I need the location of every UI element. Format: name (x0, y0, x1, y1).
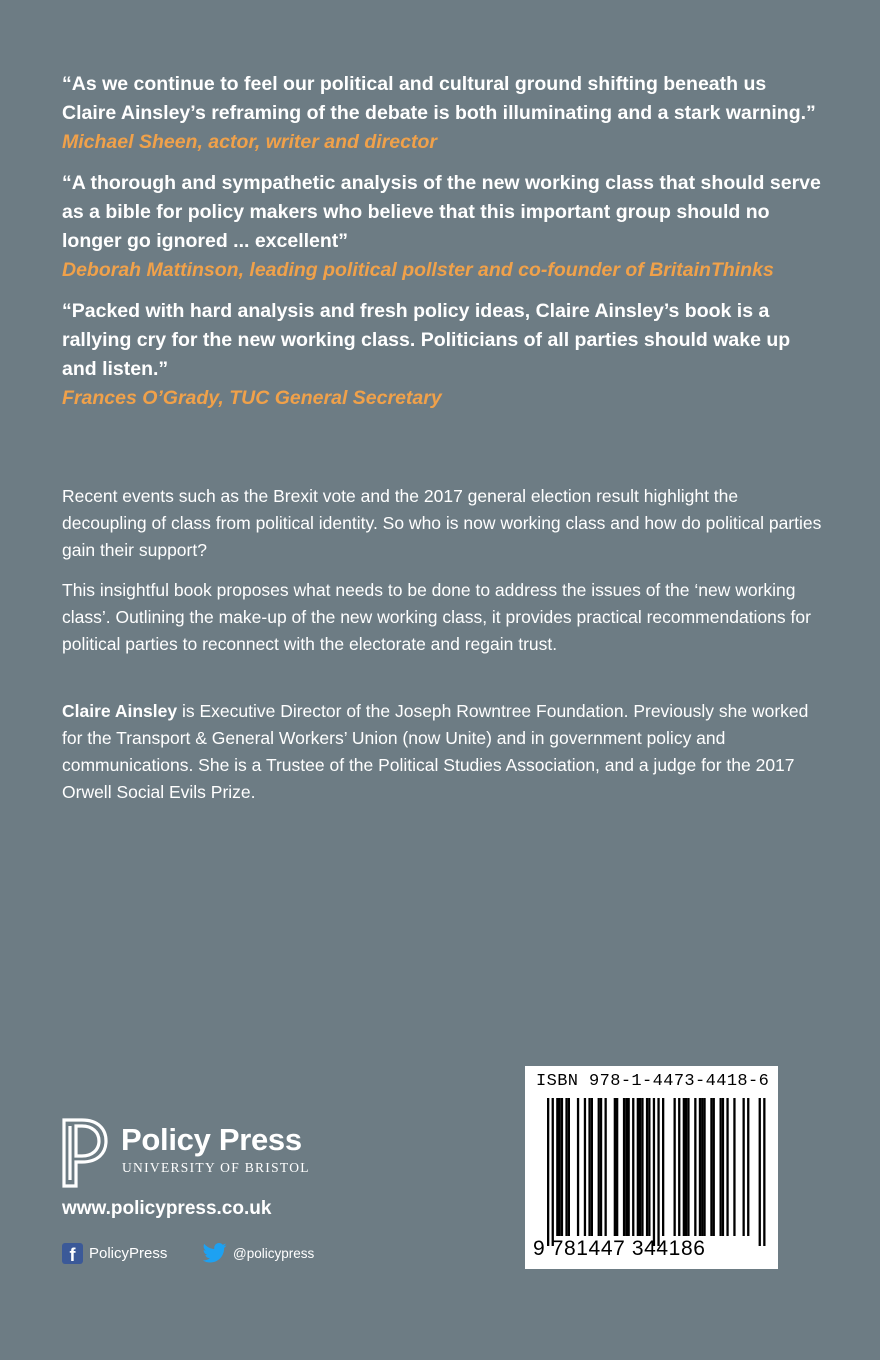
barcode-bar (720, 1098, 722, 1236)
barcode-bar (577, 1098, 579, 1236)
barcode-bar (568, 1098, 570, 1236)
barcode-bar (662, 1098, 664, 1236)
publisher-subtitle: UNIVERSITY OF BRISTOL (122, 1160, 310, 1175)
publisher-logo (62, 1118, 332, 1190)
quote-block (62, 70, 822, 157)
barcode-bar (703, 1098, 705, 1236)
barcode-bar (699, 1098, 701, 1236)
endorsement-quotes (62, 70, 822, 425)
barcode-bar (639, 1098, 641, 1236)
policy-press-p-logo-icon (62, 1118, 108, 1188)
barcode-bar (616, 1098, 618, 1236)
barcode-bar (678, 1098, 680, 1236)
barcode-bar (632, 1098, 634, 1236)
quote-attribution: Deborah Mattinson, leading political pollster and co-founder of BritainThinks (62, 259, 774, 281)
publisher-name: Policy Press (121, 1122, 302, 1157)
isbn-label: ISBN 978-1-4473-4418-6 (536, 1072, 770, 1091)
barcode-bar (687, 1098, 689, 1236)
barcode-bar (710, 1098, 712, 1236)
quote-block (62, 297, 822, 413)
barcode-bar (657, 1098, 659, 1246)
barcode-bar (565, 1098, 567, 1236)
barcode-bar (763, 1098, 765, 1246)
quote-attribution: Frances O’Grady, TUC General Secretary (62, 387, 442, 409)
barcode-bar (694, 1098, 696, 1236)
barcode-bar (605, 1098, 607, 1236)
barcode-bar (646, 1098, 648, 1236)
barcode-bar (722, 1098, 724, 1236)
author-bio (62, 698, 822, 806)
barcode-bar (759, 1098, 761, 1246)
barcode-bar (641, 1098, 643, 1236)
publisher-website[interactable]: www.policypress.co.uk (62, 1198, 272, 1219)
author-name: Claire Ainsley (62, 701, 178, 721)
isbn-barcode (525, 1066, 778, 1269)
author-bio-text (62, 698, 822, 806)
barcode-digits: 9 781447 344186 (533, 1237, 706, 1260)
barcode-bar (584, 1098, 586, 1236)
barcode-bar (591, 1098, 593, 1236)
book-blurb (62, 483, 822, 671)
twitter-link[interactable] (203, 1243, 314, 1263)
blurb-paragraph: Recent events such as the Brexit vote and the 2017 general election result highlight the decoupling of class from political identity. So who is now working class and how do political parties gain their support? (62, 486, 822, 560)
barcode-bar (674, 1098, 676, 1236)
quote-text: “Packed with hard analysis and fresh policy ideas, Claire Ainsley’s book is a rallying cry for the new working class. Politicians of all parties should wake up and listen.” (62, 300, 791, 380)
barcode-bar (598, 1098, 600, 1236)
author-bio-body: is Executive Director of the Joseph Rowntree Foundation. Previously she worked for the Transport & General Workers’ Union (now Unite) and in government policy and communications. She is a Trustee of the Political Studies Association, and a judge for the 2017 Orwell Social Evils Prize. (62, 701, 809, 802)
quote-block (62, 169, 822, 285)
barcode-bar (600, 1098, 602, 1236)
barcode-bar (625, 1098, 627, 1236)
facebook-icon: f (62, 1243, 83, 1264)
barcode-bar (588, 1098, 590, 1236)
blurb-paragraph: This insightful book proposes what needs to be done to address the issues of the ‘new working class’. Outlining the make-up of the new working class, it provides practical recommendations for political parties to reconnect with the electorate and regain trust. (62, 580, 811, 654)
barcode-bar (637, 1098, 639, 1236)
twitter-label: @policypress (233, 1245, 315, 1261)
barcode-bar (547, 1098, 549, 1246)
barcode-bar (628, 1098, 630, 1236)
quote-text: “A thorough and sympathetic analysis of the new working class that should serve as a bible for policy makers who believe that this important group should no longer go ignored ... excellent” (62, 172, 821, 252)
quote-attribution: Michael Sheen, actor, writer and director (62, 131, 437, 153)
quote-text: “As we continue to feel our political and cultural ground shifting beneath us Claire Ainsley’s reframing of the debate is both illuminating and a stark warning.” (62, 73, 816, 124)
twitter-bird-icon (203, 1243, 227, 1263)
barcode-bar (747, 1098, 749, 1236)
barcode-bar (683, 1098, 685, 1236)
barcode-bar (733, 1098, 735, 1236)
barcode-bar (726, 1098, 728, 1236)
barcode-bar (713, 1098, 715, 1236)
barcode-bars (533, 1098, 771, 1246)
barcode-bar (552, 1098, 554, 1246)
barcode-bar (623, 1098, 625, 1236)
barcode-bar (561, 1098, 563, 1236)
barcode-bar (614, 1098, 616, 1236)
barcode-bar (701, 1098, 703, 1236)
facebook-label: PolicyPress (89, 1245, 168, 1262)
barcode-bar (648, 1098, 650, 1236)
barcode-bar (559, 1098, 561, 1236)
barcode-bar (556, 1098, 558, 1236)
facebook-link[interactable] (62, 1243, 167, 1264)
barcode-bar (685, 1098, 687, 1236)
barcode-bar (653, 1098, 655, 1246)
barcode-bar (743, 1098, 745, 1236)
